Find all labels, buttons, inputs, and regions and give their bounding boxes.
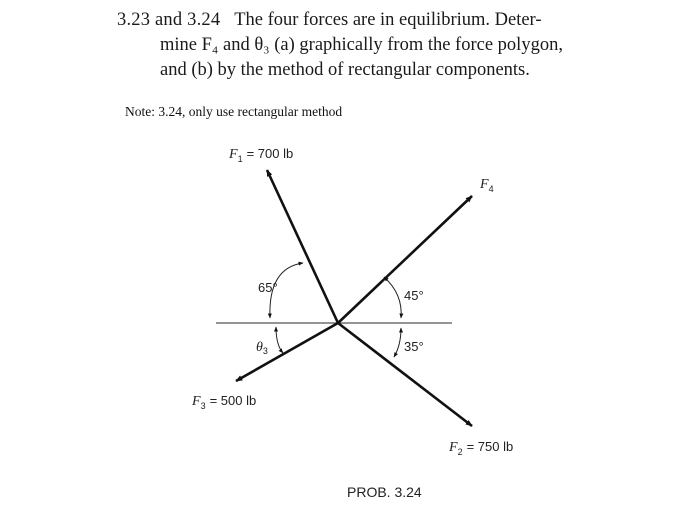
f3-label xyxy=(191,393,256,411)
svg-text:F4: $F_4$ xyxy=(480,177,494,194)
force-f1-arrow xyxy=(267,170,338,323)
force-f3-arrow xyxy=(236,323,338,381)
f1-label xyxy=(228,146,293,164)
problem-number: 3.23 and 3.24 xyxy=(117,10,221,30)
theta3-label xyxy=(256,340,268,356)
svg-text:F2= 750 lb: $F_2$ $^{= 750 lb}$ xyxy=(449,439,514,457)
svg-text:θ3: θ3 xyxy=(256,340,268,356)
svg-text:F1= 700 lb: $F_1$ $^{= 700 lb}$ xyxy=(229,146,294,164)
angle-45-arc xyxy=(384,277,401,318)
angle-35-label: 35° xyxy=(404,339,424,354)
figure-caption: PROB. 3.24 xyxy=(347,484,422,500)
angle-35-arc xyxy=(394,328,401,357)
note-text: Note: 3.24, only use rectangular method xyxy=(125,104,343,119)
svg-text:F3= 500 lb: $F_3$ $^{= 500 lb}$ xyxy=(192,393,257,411)
angle-65-label: 65° xyxy=(258,280,278,295)
angle-theta3-arc xyxy=(276,327,283,353)
f2-label xyxy=(448,439,513,457)
problem-text-2: mine F₄ and θ₃ (a) graphically from the force polygon, xyxy=(160,35,563,55)
problem-text-3: and (b) by the method of rectangular components. xyxy=(160,60,530,80)
problem-text-1: The four forces are in equilibrium. Deter- xyxy=(234,10,542,30)
f4-label xyxy=(479,177,494,194)
force-f4-arrow xyxy=(338,196,472,323)
angle-45-label: 45° xyxy=(404,288,424,303)
